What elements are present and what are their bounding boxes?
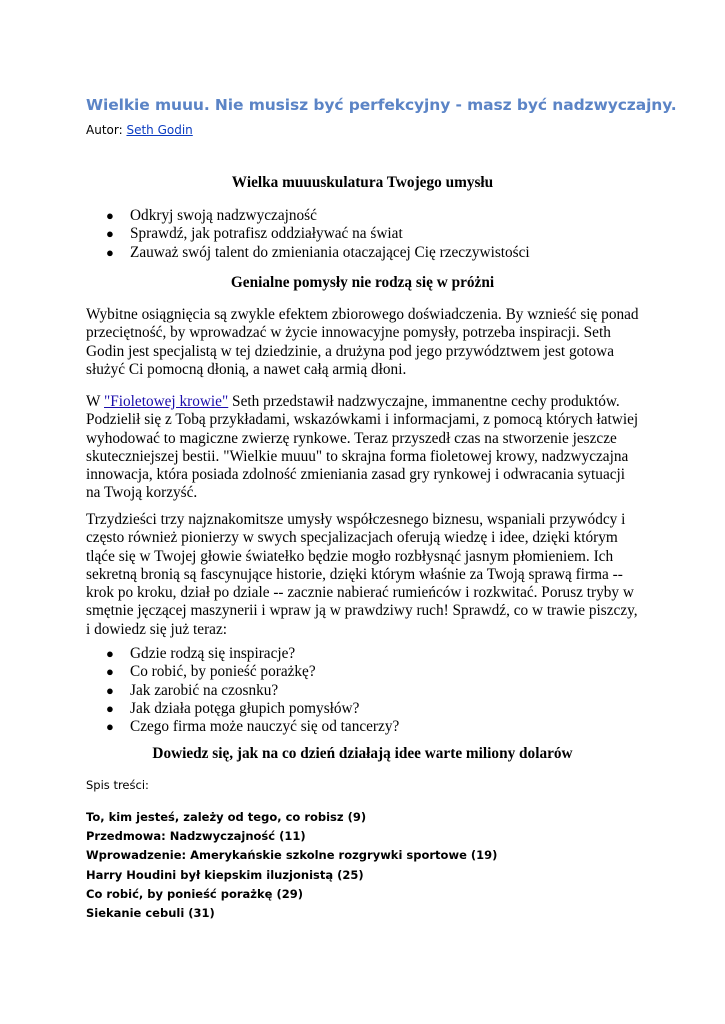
- paragraph-3: Trzydzieści trzy najznakomitsze umysły współczesnego biznesu, wspaniali przywódcy i często również pionierzy w swych specjalizacjach oferują wiedzę i idee, dzięki którym tląće się w Twojej głowie światełko będzie mogło rozbłysnąć jasnym płomieniem. Ich sekretną bronią są fascynujące historie, dzięki którym właśnie za Twoją sprawą firma -- krok po kroku, dział po dziale -- zacznie nabierać rumieńców i rozkwitać. Porusz tryby w smętnie jęczącej maszynerii i wpraw ją w prawdziwy ruch! Sprawdź, co w trawie piszczy, i dowiedz się już teraz:: [86, 511, 638, 638]
- list-item: ● Co robić, by ponieść porażkę?: [106, 663, 316, 681]
- bullet-icon: ●: [106, 208, 114, 223]
- list-item: ● Zauważ swój talent do zmieniania otaczającej Cię rzeczywistości: [106, 243, 530, 261]
- bullet-icon: ●: [106, 664, 114, 680]
- toc-item: Przedmowa: Nadzwyczajność (11): [86, 829, 306, 844]
- author-link[interactable]: Seth Godin: [126, 123, 193, 137]
- section-heading-1: Wielka muuuskulatura Twojego umysłu: [231, 174, 494, 191]
- bullet-icon: ●: [106, 226, 114, 242]
- bullet-icon: ●: [106, 244, 114, 260]
- list-item: ● Gdzie rodzą się inspiracje?: [106, 645, 296, 662]
- book-title: Wielkie muuu. Nie musisz być perfekcyjny - masz być nadzwyczajny.: [86, 96, 677, 114]
- list-item: ● Jak zarobić na czosnku?: [106, 681, 279, 699]
- section-heading-2: Genialne pomysły nie rodzą się w próżni: [230, 274, 495, 291]
- fioletowa-krowa-link[interactable]: "Fioletowej krowie": [104, 393, 229, 410]
- features-list: [86, 207, 530, 262]
- toc-item: To, kim jesteś, zależy od tego, co robisz (9): [86, 810, 367, 824]
- toc-item: Co robić, by ponieść porażkę (29): [86, 886, 303, 901]
- list-item: ● Sprawdź, jak potrafisz oddziaływać na świat: [106, 225, 403, 243]
- paragraph-1: Wybitne osiągnięcia są zwykle efektem zbiorowego doświadczenia. By wznieść się ponad przeciętność, by wprowadzać w życie innowacyjne pomysły, potrzeba inspiracji. Seth Godin jest specjalistą w tej dziedzinie, a drużyna pod jego przywództwem jest gotowa służyć Ci pomocną dłonią, a nawet całą armią dłoni.: [86, 306, 639, 378]
- bullet-icon: ●: [106, 719, 114, 735]
- author-label: Autor:: [86, 123, 127, 137]
- paragraph-2: W "Fioletowej krowie" Seth przedstawił nadzwyczajne, immanentne cechy produktów. Podzielił się z Tobą przykładami, wskazówkami i informacjami, z pomocą których łatwiej wyhodować to magiczne zwierzę rynkowe. Teraz przyszedł czas na stworzenie jeszcze skuteczniejszej bestii. "Wielkie muuu" to skrajna forma fioletowej krowy, nadzwyczajna innowacja, która posiada zdolność zmieniania zasad gry rynkowej i odwracania sytuacji na Twoją korzyść.: [86, 393, 639, 502]
- list-item: ● Odkryj swoją nadzwyczajność: [106, 207, 317, 224]
- section-heading-3: Dowiedz się, jak na co dzień działają idee warte miliony dolarów: [152, 745, 573, 762]
- toc-label: Spis treści:: [86, 778, 149, 792]
- bullet-icon: ●: [106, 700, 114, 716]
- bullet-icon: ●: [106, 682, 114, 698]
- list-item: ● Jak działa potęga głupich pomysłów?: [106, 699, 360, 717]
- list-item: ● Czego firma może nauczyć się od tancerzy?: [106, 718, 400, 736]
- toc-item: Siekanie cebuli (31): [86, 905, 215, 920]
- bullet-icon: ●: [106, 646, 114, 661]
- questions-list: [86, 645, 399, 736]
- toc-item: Harry Houdini był kiepskim iluzjonistą (25): [86, 867, 364, 882]
- table-of-contents: [86, 810, 497, 925]
- toc-item: Wprowadzenie: Amerykańskie szkolne rozgrywki sportowe (19): [86, 848, 498, 863]
- author-line: [86, 123, 193, 137]
